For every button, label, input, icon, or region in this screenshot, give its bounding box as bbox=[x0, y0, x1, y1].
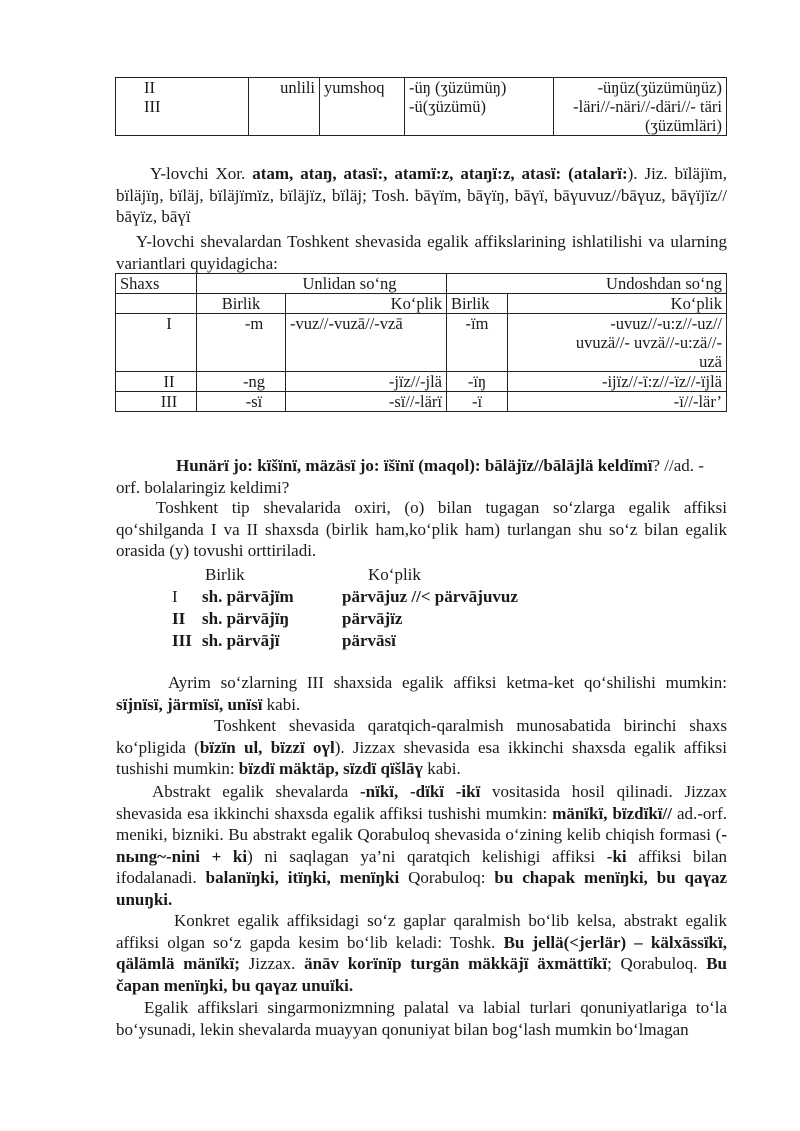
paragraph-singarmonizm: Egalik affikslari singarmonizmning palatal va labial turlari qonuniyatlariga to‘la bo‘ysunadi, lekin shevalarda muayyan qonuniyat bilan bog‘lash mumkin bo‘lmagan bbox=[116, 998, 727, 1039]
header-undoshdan: Undoshdan so‘ng bbox=[447, 274, 727, 294]
row-cell: -jїz//-jlä bbox=[286, 372, 447, 392]
paragraph-konkret: Konkret egalik affiksidagi so‘z gaplar qaralmish bo‘lib kelsa, abstrakt egalik affiksi olgan so‘z gapda kesim bo‘lib keladi: Toshk. Bu jellä(<jerlär) – kälxāssїkї, qälämlä mänїkї; Jizzax. änāv korїnїp turgän mäkkäjї äxmättїkї; Qorabuloq. Bu čapan menїŋki, bu qaүaz unuїki. bbox=[116, 911, 727, 995]
table-row bbox=[116, 392, 727, 412]
header-shaxs: Shaxs bbox=[116, 274, 197, 294]
paragraph-intro-table: Y-lovchi shevalardan Toshkent shevasida egalik affikslarining ishlatilishi va ularning variantlari quyidagicha: bbox=[116, 232, 727, 273]
row-cell: -vuz//-vuzā//-vzā bbox=[286, 314, 447, 372]
paragraph-abstrakt: Abstrakt egalik shevalarda -nїkї, -dїkї -ikї vositasida hosil qilinadi. Jizzax shevasida esa ikkinchi shaxsda egalik affiksi tushishi mumkin: mänїkї, bїzdїkї// ad.-orf. meniki, bizniki. Bu abstrakt egalik Qorabuloq shevasida o‘zining kelib chiqish formasi (-nьıng~-nini + ki) ni saqlagan ya’ni qaratqich kelishigi affiksi -ki affiksi bilan ifodalanadi. balanїŋki, itїŋki, menїŋki Qorabuloq: bu chapak menїŋki, bu qaүaz unuŋki. bbox=[116, 782, 728, 909]
paragraph-ylovchi-xor: Y-lovchi Xor. atam, ataŋ, atasї:, atamї:z, ataŋї:z, atasї: (atalarї:). Jiz. bїläjїm, bїläjїŋ, bїläj, bїläjїmїz, bїläjїz, bїläj; Tosh. bāүїm, bāүїŋ, bāүї, bāүuvuz//bāүuz, bāүїjїz// bāүїz, bāүї bbox=[116, 164, 727, 226]
conj-header-birlik: Birlik bbox=[205, 565, 245, 584]
cell-birlik: -üŋ (ʒüzümüŋ) -ü(ʒüzümü) bbox=[405, 78, 554, 136]
subheader-birlik-2: Birlik bbox=[447, 294, 508, 314]
row-cell: -їm bbox=[447, 314, 508, 372]
row-cell: -sї bbox=[197, 392, 286, 412]
conj-header-koplik: Ko‘plik bbox=[368, 565, 421, 584]
paragraph-qaratqich: Toshkent shevasida qaratqich-qaralmish munosabatida birinchi shaxs ko‘pligida (bїzїn ul, bїzzї oүl). Jizzax shevasida esa ikkinchi shaxsda egalik affiksi tushishi mumkin: bїzdї mäktäp, sїzdї qїšlāү kabi. bbox=[116, 716, 727, 778]
toshkent-egalik-table bbox=[115, 273, 727, 412]
row-shaxs: II bbox=[116, 372, 197, 392]
row-cell: -їŋ bbox=[447, 372, 508, 392]
conj-row-koplik: pärvājuz //< pärvājuvuz bbox=[342, 587, 518, 606]
paragraph-toshkent-tip: Toshkent tip shevalarida oxiri, (o) bilan tugagan so‘zlarga egalik affiksi qo‘shilganda I va II shaxsda (birlik ham,ko‘plik ham) turlangan shu so‘z bilan egalik orasida (y) tovushi orttiriladi. bbox=[116, 498, 727, 560]
table-row bbox=[116, 314, 727, 372]
empty-cell bbox=[116, 294, 197, 314]
row-cell: -ng bbox=[197, 372, 286, 392]
conj-row-num: II bbox=[172, 609, 186, 628]
row-cell: -ї bbox=[447, 392, 508, 412]
row-cell: -uvuz//-u:z//-uz// uvuzä//- uvzä//-u:zä//- uzä bbox=[508, 314, 727, 372]
conj-row-birlik: sh. pärvājїŋ bbox=[202, 609, 289, 628]
row-shaxs: III bbox=[116, 392, 197, 412]
conj-row-koplik: pärvājїz bbox=[342, 609, 403, 628]
row-cell: -m bbox=[197, 314, 286, 372]
subheader-koplik-1: Ko‘plik bbox=[286, 294, 447, 314]
row-cell: -ijїz//-ї:z//-їz//-їjlä bbox=[508, 372, 727, 392]
row-cell: -sї//-lärї bbox=[286, 392, 447, 412]
table-row bbox=[116, 372, 727, 392]
paragraph-ayrim: Ayrim so‘zlarning III shaxsida egalik affiksi ketma-ket qo‘shilishi mumkin: sїjnїsї, järmїsї, unїsї kabi. bbox=[116, 673, 727, 714]
conj-row-num: III bbox=[172, 631, 192, 650]
conj-row-birlik: sh. pärvājїm bbox=[202, 587, 294, 606]
cell-unli: unlili bbox=[249, 78, 320, 136]
cell-koplik: -üŋüz(ʒüzümüŋüz) -läri//-näri//-däri//- täri (ʒüzümläri) bbox=[554, 78, 727, 136]
conj-row-num: I bbox=[172, 587, 178, 606]
conj-row-koplik: pärvāsї bbox=[342, 631, 396, 650]
subheader-koplik-2: Ko‘plik bbox=[508, 294, 727, 314]
paragraph-proverb: Hunärї jo: kїšїnї, mäzäsї jo: їšїnї (maqol): bāläjїz//bālājlä keldїmї? //ad. -orf. bolalaringiz keldimi? bbox=[116, 456, 704, 497]
subheader-birlik-1: Birlik bbox=[197, 294, 286, 314]
conj-row-birlik: sh. pärvājї bbox=[202, 631, 280, 650]
header-unlidan: Unlidan so‘ng bbox=[197, 274, 447, 294]
cell-shaxs: II III bbox=[116, 78, 249, 136]
egalik-table-top bbox=[115, 77, 727, 136]
row-shaxs: I bbox=[116, 314, 197, 372]
row-cell: -ї//-lär’ bbox=[508, 392, 727, 412]
cell-yumshoq: yumshoq bbox=[320, 78, 405, 136]
